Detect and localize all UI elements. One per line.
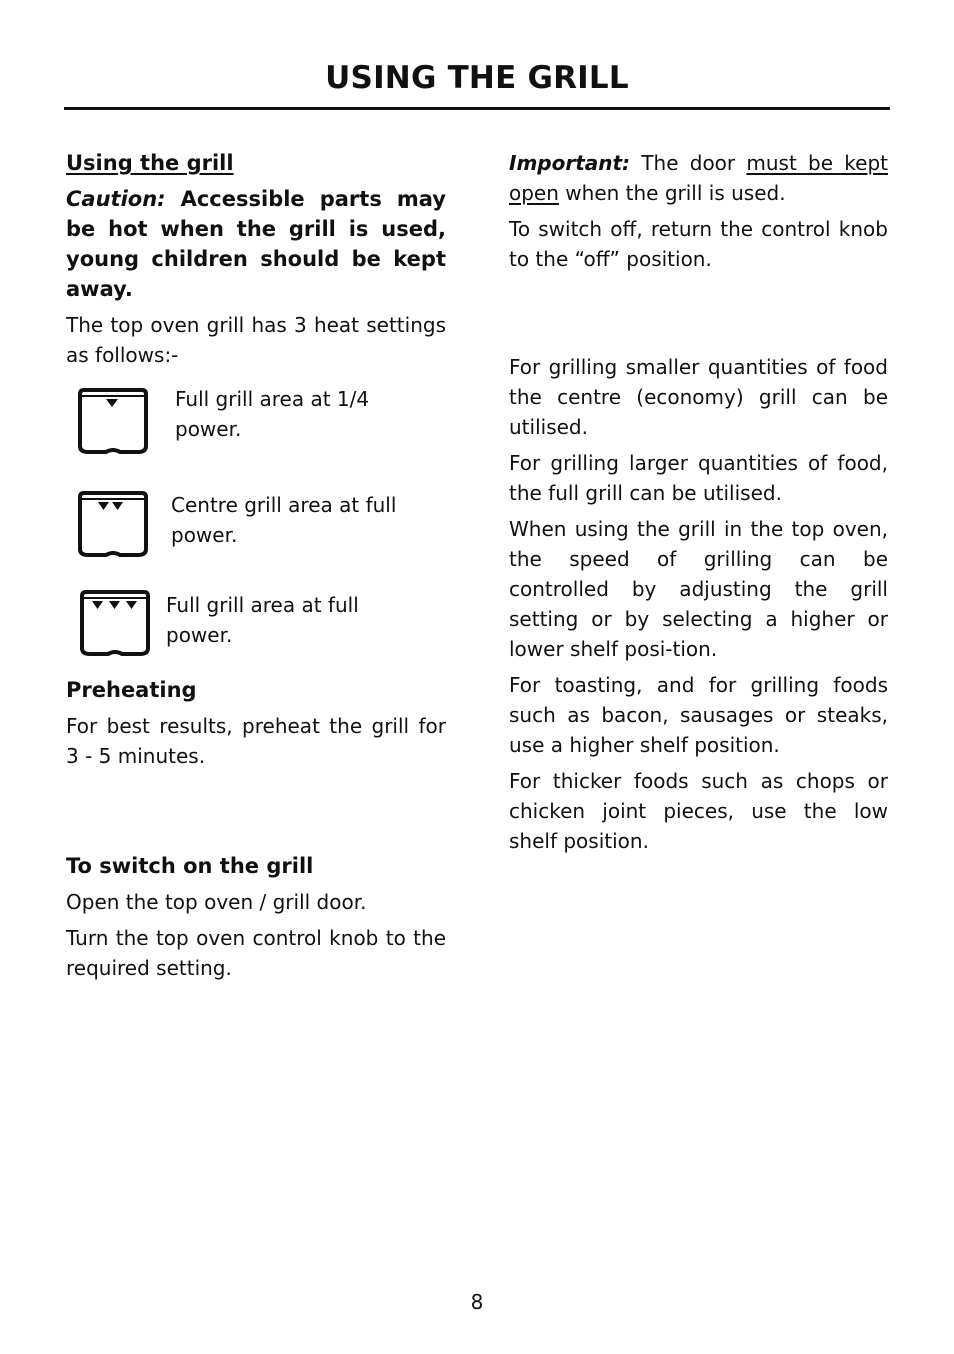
right-column xyxy=(509,148,888,856)
grill-setting-label-line1: Centre grill area at full xyxy=(171,493,397,517)
grill-setting-label-line2: power. xyxy=(166,623,233,647)
grill-settings-intro: The top oven grill has 3 heat settings as follows:- xyxy=(66,313,446,367)
paragraph-smaller-quantities: For grilling smaller quantities of food the centre (economy) grill can be utilised. xyxy=(509,355,888,439)
section-heading-switch-on: To switch on the grill xyxy=(66,854,314,878)
caution-notice xyxy=(66,184,446,304)
grill-setting-label-line2: power. xyxy=(171,523,238,547)
grill-setting-item xyxy=(66,384,446,484)
grill-setting-label-line1: Full grill area at full xyxy=(166,593,359,617)
page-title: USING THE GRILL xyxy=(325,60,629,96)
important-text-pre: The door xyxy=(641,151,736,175)
switch-on-step-2: Turn the top oven control knob to the required setting. xyxy=(66,926,446,980)
important-notice xyxy=(509,148,888,208)
grill-quarter-power-icon xyxy=(76,386,150,458)
grill-setting-item xyxy=(66,490,446,590)
caution-label: Caution: xyxy=(66,187,166,211)
grill-setting-label-line2: power. xyxy=(175,417,242,441)
grill-setting-item xyxy=(66,590,446,690)
section-heading-preheating: Preheating xyxy=(66,678,197,702)
paragraph-thicker-foods: For thicker foods such as chops or chicken joint pieces, use the low shelf position. xyxy=(509,769,888,853)
grill-setting-label-line1: Full grill area at 1/4 xyxy=(175,387,370,411)
grill-setting-label xyxy=(175,384,369,444)
page-number: 8 xyxy=(470,1290,484,1314)
important-text-emphasis: must be kept open xyxy=(509,151,888,205)
caution-text: Accessible parts may be hot when the grill is used, young children should be kept away. xyxy=(66,187,446,301)
paragraph-grilling-speed: When using the grill in the top oven, the speed of grilling can be controlled by adjusting the grill setting or by selecting a higher or lower shelf posi-tion. xyxy=(509,517,888,661)
paragraph-toasting: For toasting, and for grilling foods such as bacon, sausages or steaks, use a higher shelf position. xyxy=(509,673,888,757)
important-label: Important: xyxy=(509,151,631,175)
left-column xyxy=(66,148,446,983)
grill-full-area-full-power-icon xyxy=(78,588,152,660)
section-heading-using-grill: Using the grill xyxy=(66,151,234,175)
title-rule xyxy=(64,107,890,110)
paragraph-larger-quantities: For grilling larger quantities of food, the full grill can be utilised. xyxy=(509,451,888,505)
switch-on-step-1: Open the top oven / grill door. xyxy=(66,890,367,914)
preheating-text: For best results, preheat the grill for 3 - 5 minutes. xyxy=(66,714,446,768)
grill-settings-list xyxy=(66,384,446,690)
grill-setting-label xyxy=(171,490,396,550)
grill-setting-label xyxy=(166,590,359,650)
important-text-post: when the grill is used. xyxy=(565,181,786,205)
grill-centre-full-power-icon xyxy=(76,489,150,561)
switch-off-text: To switch off, return the control knob to the “off” position. xyxy=(509,217,888,271)
